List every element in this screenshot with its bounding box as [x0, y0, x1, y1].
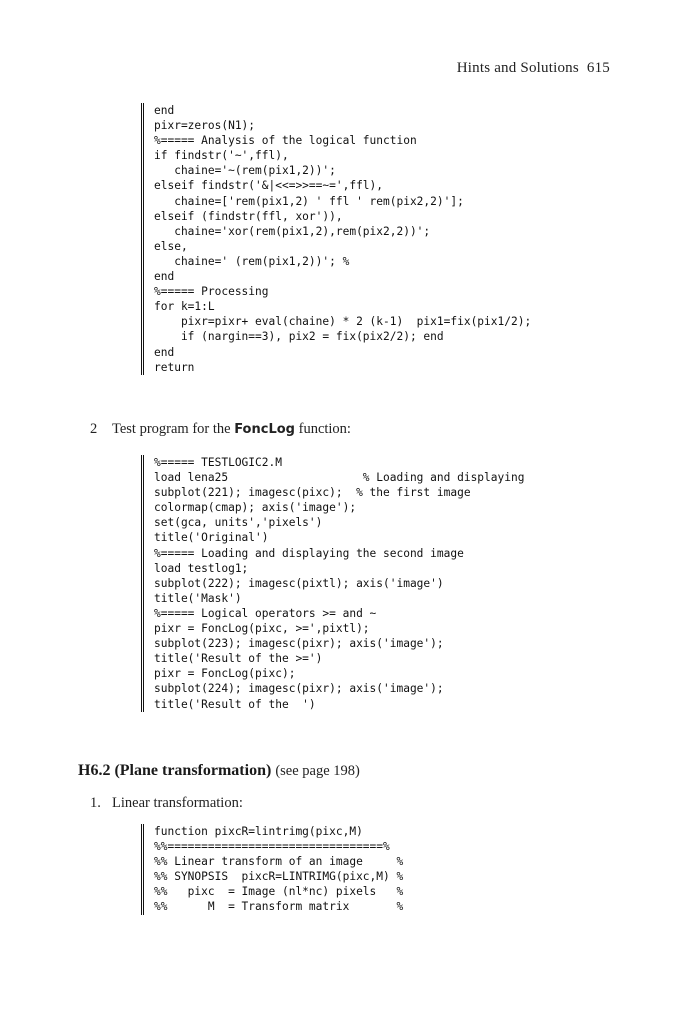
- code-block-testlogic2: [141, 455, 524, 712]
- function-name: FoncLog: [234, 422, 295, 437]
- section-heading: [78, 762, 360, 780]
- code-line: %% SYNOPSIS pixcR=LINTRIMG(pixc,M) %: [154, 870, 404, 884]
- list-item-text: Linear transformation:: [112, 795, 243, 811]
- code-line: title('Result of the >='): [154, 652, 323, 666]
- code-line: %%================================%: [154, 840, 390, 854]
- code-line: %% M = Transform matrix %: [154, 900, 404, 914]
- code-line: elseif findstr('&|<<=>>==~=',ffl),: [154, 179, 384, 193]
- code-line: chaine=['rem(pix1,2) ' ffl ' rem(pix2,2)'];: [154, 194, 464, 208]
- code-line: pixr=zeros(N1);: [154, 119, 256, 133]
- code-line: title('Result of the '): [154, 697, 316, 711]
- code-line: %% pixc = Image (nl*nc) pixels %: [154, 885, 404, 899]
- code-line: title('Original'): [154, 531, 269, 545]
- page-number: 615: [586, 60, 610, 76]
- code-line: else,: [154, 239, 188, 253]
- code-line: chaine='~(rem(pix1,2))';: [154, 164, 336, 178]
- code-line: subplot(222); imagesc(pixtl); axis('image'): [154, 576, 444, 590]
- code-line: %===== Loading and displaying the second image: [154, 546, 464, 560]
- code-line: if findstr('~',ffl),: [154, 149, 289, 163]
- code-line: return: [154, 360, 195, 374]
- list-item-number: 2: [90, 421, 98, 437]
- code-line: %===== TESTLOGIC2.M: [154, 456, 282, 469]
- running-header: [457, 60, 610, 77]
- code-line: subplot(221); imagesc(pixc); % the first image: [154, 486, 471, 500]
- code-line: subplot(223); imagesc(pixr); axis('image');: [154, 637, 444, 651]
- code-line: if (nargin==3), pix2 = fix(pix2/2); end: [154, 330, 444, 344]
- code-block-lintrimg: [141, 824, 403, 915]
- code-line: pixr = FoncLog(pixc, >=',pixtl);: [154, 622, 370, 636]
- running-header-title: Hints and Solutions: [456, 60, 579, 76]
- code-line: subplot(224); imagesc(pixr); axis('image');: [154, 682, 444, 696]
- code-line: elseif (findstr(ffl, xor')),: [154, 209, 343, 223]
- code-line: end: [154, 345, 175, 359]
- code-line: %===== Processing: [154, 285, 269, 299]
- code-line: set(gca, units','pixels'): [154, 516, 323, 530]
- code-line: title('Mask'): [154, 591, 242, 605]
- code-line: for k=1:L: [154, 300, 215, 314]
- code-line: chaine=' (rem(pix1,2))'; %: [154, 254, 350, 268]
- section-title: H6.2 (Plane transformation): [78, 762, 272, 779]
- list-item-text-before: Test program for the: [112, 421, 235, 437]
- code-line: load testlog1;: [154, 561, 249, 575]
- code-line: function pixcR=lintrimg(pixc,M): [154, 825, 363, 838]
- section-page-reference: (see page 198): [275, 763, 360, 779]
- code-line: %===== Analysis of the logical function: [154, 134, 417, 148]
- code-line: end: [154, 270, 175, 284]
- list-item-text-after: function:: [294, 421, 351, 437]
- code-line: pixr=pixr+ eval(chaine) * 2 (k-1) pix1=fix(pix1/2);: [154, 315, 532, 329]
- list-item-test-program: [90, 421, 351, 438]
- code-line: load lena25 % Loading and displaying: [154, 471, 525, 485]
- code-line: chaine='xor(rem(pix1,2),rem(pix2,2))';: [154, 224, 431, 238]
- list-item-number: 1.: [90, 795, 101, 811]
- list-item-linear-transformation: [90, 795, 243, 812]
- code-line: pixr = FoncLog(pixc);: [154, 667, 296, 681]
- code-line: %% Linear transform of an image %: [154, 855, 404, 869]
- code-line: colormap(cmap); axis('image');: [154, 501, 357, 515]
- code-block-fonclog-end: [141, 103, 531, 375]
- code-line: end: [154, 104, 175, 117]
- code-line: %===== Logical operators >= and ~: [154, 606, 377, 620]
